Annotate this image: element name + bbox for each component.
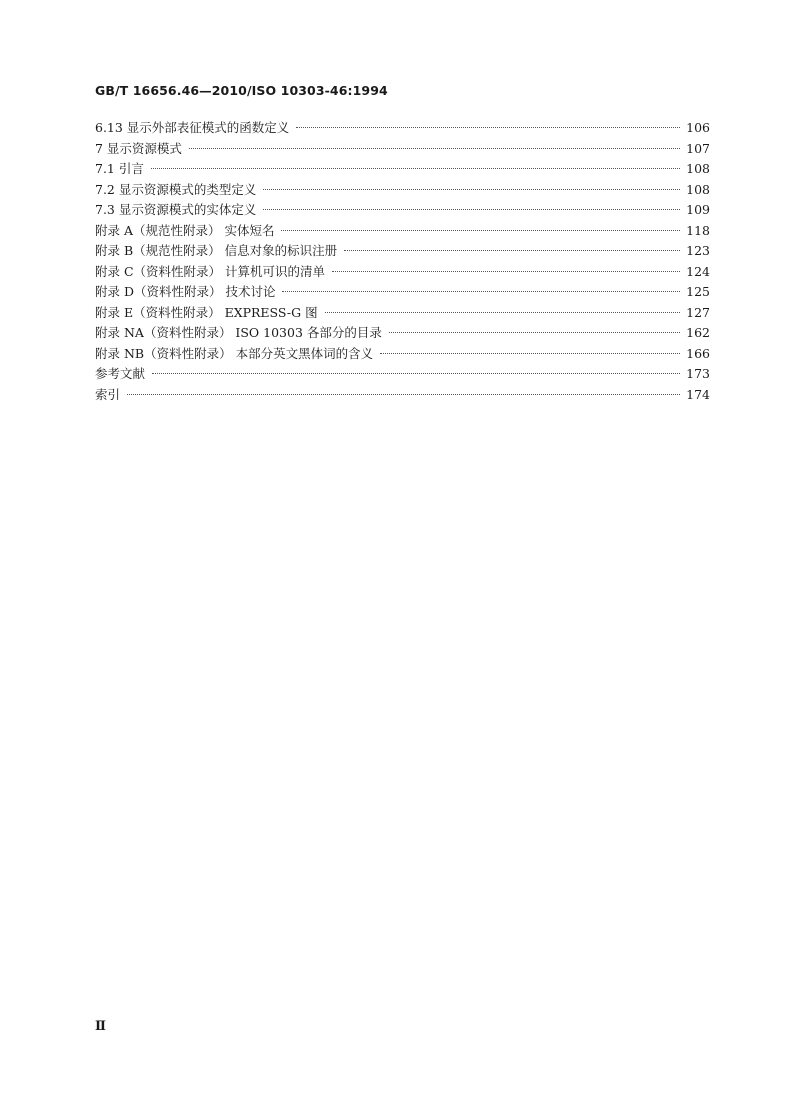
toc-entry-page: 107 <box>686 140 710 156</box>
toc-entry-title: 附录 C（资料性附录） 计算机可识的清单 <box>95 263 326 279</box>
toc-dot-leader <box>263 209 680 210</box>
toc-entry-page: 124 <box>686 263 710 279</box>
toc-entry <box>95 385 710 406</box>
toc-entry <box>95 344 710 365</box>
toc-dot-leader <box>263 189 680 190</box>
toc-dot-leader <box>281 230 680 231</box>
toc-entry-page: 108 <box>686 181 710 197</box>
toc-entry <box>95 303 710 324</box>
toc-dot-leader <box>325 312 680 313</box>
toc-entry-title: 7.1 引言 <box>95 161 144 176</box>
toc-dot-leader <box>380 353 680 354</box>
toc-entry-page: 174 <box>686 386 710 402</box>
toc-entry <box>95 118 710 139</box>
toc-entry-page: 125 <box>686 284 710 299</box>
toc-entry <box>95 139 710 160</box>
toc-dot-leader <box>389 332 680 333</box>
toc-entry <box>95 262 710 283</box>
toc-dot-leader <box>151 168 680 169</box>
toc-entry-title: 索引 <box>95 386 121 402</box>
toc-entry-page: 118 <box>686 222 710 238</box>
toc-entry <box>95 364 710 385</box>
toc-dot-leader <box>332 271 680 272</box>
toc-entry-page: 106 <box>686 120 710 135</box>
toc-entry-title: 7.2 显示资源模式的类型定义 <box>95 181 257 197</box>
toc-entry <box>95 180 710 201</box>
toc-dot-leader <box>127 394 680 395</box>
toc-entry <box>95 200 710 221</box>
toc-dot-leader <box>282 291 680 292</box>
toc-entry-page: 166 <box>686 345 710 361</box>
toc-entry-title: 附录 B（规范性附录） 信息对象的标识注册 <box>95 243 338 258</box>
toc-entry <box>95 159 710 180</box>
toc-entry-title: 附录 A（规范性附录） 实体短名 <box>95 222 275 238</box>
toc-entry-page: 108 <box>686 161 710 176</box>
toc-entry-title: 附录 D（资料性附录） 技术讨论 <box>95 284 276 299</box>
standard-header: GB/T 16656.46—2010/ISO 10303-46:1994 <box>95 83 388 98</box>
toc-entry-page: 109 <box>686 202 710 217</box>
toc-entry-title: 附录 NA（资料性附录） ISO 10303 各部分的目录 <box>95 325 382 340</box>
table-of-contents <box>95 118 710 405</box>
toc-dot-leader <box>189 148 680 149</box>
page-number: Ⅱ <box>95 1019 106 1034</box>
toc-entry-title: 7.3 显示资源模式的实体定义 <box>95 202 257 217</box>
toc-entry-page: 162 <box>686 325 710 340</box>
toc-dot-leader <box>152 373 680 374</box>
toc-entry-title: 附录 E（资料性附录） EXPRESS-G 图 <box>95 304 318 320</box>
toc-entry-page: 173 <box>686 366 710 381</box>
toc-entry-title: 附录 NB（资料性附录） 本部分英文黑体词的含义 <box>95 345 374 361</box>
toc-entry <box>95 282 710 303</box>
toc-dot-leader <box>296 127 680 128</box>
toc-entry-page: 123 <box>686 243 710 258</box>
toc-entry-page: 127 <box>686 304 710 320</box>
toc-entry <box>95 323 710 344</box>
toc-entry <box>95 221 710 242</box>
toc-entry-title: 6.13 显示外部表征模式的函数定义 <box>95 120 290 135</box>
toc-dot-leader <box>344 250 680 251</box>
toc-entry-title: 参考文献 <box>95 366 146 381</box>
toc-entry-title: 7 显示资源模式 <box>95 140 182 156</box>
toc-entry <box>95 241 710 262</box>
